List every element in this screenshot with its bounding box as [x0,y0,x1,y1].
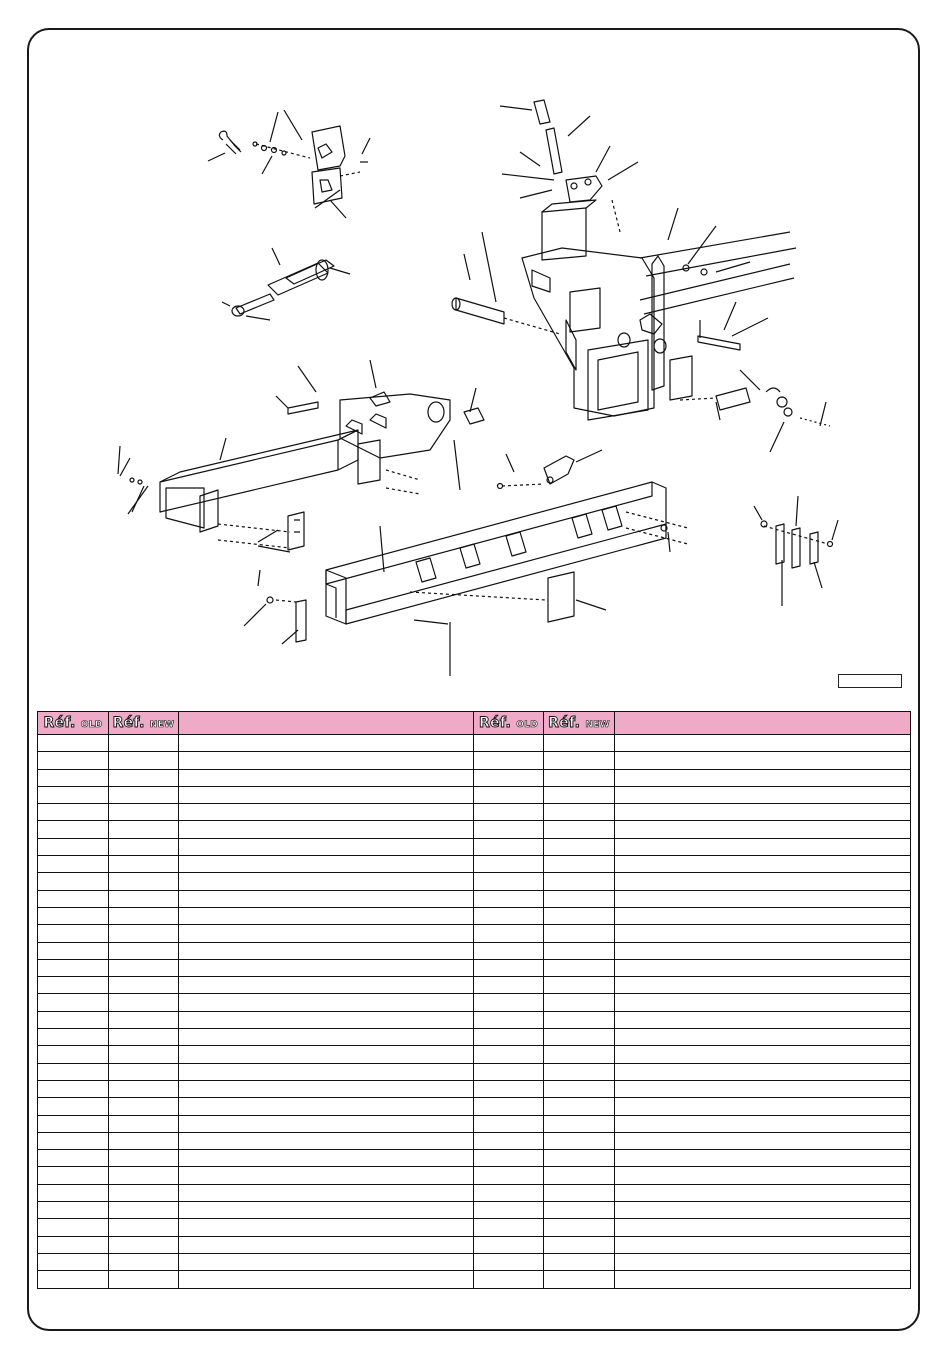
table-cell [179,1253,474,1270]
table-cell [615,1167,911,1184]
table-row [38,735,911,752]
table-cell [179,856,474,873]
table-cell [615,1253,911,1270]
exploded-parts-diagram [40,40,910,690]
table-cell [179,977,474,994]
table-cell [544,1063,615,1080]
table-cell [179,838,474,855]
table-cell [109,735,179,752]
table-cell [544,1202,615,1219]
table-cell [179,1080,474,1097]
table-cell [544,1132,615,1149]
table-row [38,1271,911,1288]
table-cell [109,890,179,907]
table-cell [38,1167,109,1184]
table-cell [179,1167,474,1184]
table-cell [474,838,544,855]
table-cell [615,942,911,959]
parts-table [37,711,911,1289]
table-cell [615,1202,911,1219]
table-cell [38,856,109,873]
table-cell [544,1184,615,1201]
ref-new-header-left: Réf. NEW [109,712,179,735]
table-cell [474,873,544,890]
small-bracket-set-part [754,496,838,606]
table-cell [615,769,911,786]
table-row [38,769,911,786]
table-cell [109,1271,179,1288]
table-cell [179,1271,474,1288]
table-cell [544,804,615,821]
table-cell [38,1202,109,1219]
table-cell [179,1046,474,1063]
table-cell [109,1132,179,1149]
table-cell [179,890,474,907]
table-cell [544,1011,615,1028]
table-cell [38,873,109,890]
table-cell [474,890,544,907]
table-cell [474,1253,544,1270]
table-cell [38,890,109,907]
table-cell [38,1011,109,1028]
table-cell [109,1236,179,1253]
table-cell [474,959,544,976]
table-cell [544,1098,615,1115]
table-cell [615,873,911,890]
table-row [38,1132,911,1149]
table-row [38,821,911,838]
table-cell [109,1253,179,1270]
table-cell [474,1080,544,1097]
table-cell [474,1202,544,1219]
table-cell [544,838,615,855]
table-cell [544,1029,615,1046]
table-cell [109,977,179,994]
table-cell [615,1132,911,1149]
table-cell [615,1115,911,1132]
table-cell [474,1150,544,1167]
table-cell [474,1271,544,1288]
table-cell [109,1029,179,1046]
table-cell [544,942,615,959]
table-row [38,959,911,976]
table-cell [544,1236,615,1253]
table-cell [179,1115,474,1132]
table-cell [615,994,911,1011]
table-cell [179,769,474,786]
table-cell [474,1063,544,1080]
table-cell [615,907,911,924]
table-cell [544,735,615,752]
table-cell [109,925,179,942]
table-cell [109,1184,179,1201]
table-row [38,907,911,924]
table-cell [179,1184,474,1201]
table-cell [38,769,109,786]
table-cell [109,769,179,786]
table-cell [38,1029,109,1046]
table-cell [615,1184,911,1201]
table-cell [38,1236,109,1253]
table-row [38,1167,911,1184]
table-cell [38,1080,109,1097]
table-cell [179,1132,474,1149]
table-cell [109,786,179,803]
table-cell [474,752,544,769]
table-cell [615,1029,911,1046]
reference-box [838,674,902,688]
table-cell [474,942,544,959]
table-cell [38,942,109,959]
table-cell [38,821,109,838]
table-cell [179,1236,474,1253]
table-cell [38,907,109,924]
table-cell [615,821,911,838]
table-cell [474,1011,544,1028]
table-cell [109,1150,179,1167]
table-cell [615,890,911,907]
table-cell [109,1098,179,1115]
table-row [38,890,911,907]
table-cell [544,786,615,803]
table-row [38,838,911,855]
table-cell [474,804,544,821]
table-cell [109,838,179,855]
table-cell [544,752,615,769]
table-cell [544,994,615,1011]
table-row [38,1029,911,1046]
latch-bracket-part [253,110,370,218]
table-cell [544,1150,615,1167]
table-cell [109,1046,179,1063]
table-cell [179,942,474,959]
table-cell [109,752,179,769]
table-row [38,1150,911,1167]
table-cell [38,838,109,855]
table-cell [474,1132,544,1149]
table-cell [109,804,179,821]
table-cell [109,873,179,890]
table-cell [38,1271,109,1288]
table-cell [179,873,474,890]
table-cell [474,769,544,786]
table-row [38,1011,911,1028]
table-cell [38,977,109,994]
table-cell [38,1046,109,1063]
table-cell [474,1219,544,1236]
table-cell [179,994,474,1011]
table-row [38,752,911,769]
table-cell [179,786,474,803]
table-cell [179,907,474,924]
table-cell [109,1202,179,1219]
table-cell [38,1184,109,1201]
table-cell [179,735,474,752]
table-cell [544,769,615,786]
table-cell [179,1063,474,1080]
table-cell [179,1029,474,1046]
table-cell [109,821,179,838]
table-cell [474,1115,544,1132]
ref-old-header-right: Réf. OLD [474,712,544,735]
table-cell [544,856,615,873]
table-cell [615,786,911,803]
table-row [38,994,911,1011]
table-cell [544,890,615,907]
table-cell [474,821,544,838]
table-row [38,1236,911,1253]
table-cell [544,977,615,994]
table-cell [615,752,911,769]
table-cell [179,1202,474,1219]
table-cell [474,907,544,924]
spring-hook-part [208,131,241,161]
table-cell [38,994,109,1011]
table-row [38,1046,911,1063]
table-cell [615,1046,911,1063]
main-arm-part [118,360,484,532]
table-cell [474,1029,544,1046]
table-cell [109,1219,179,1236]
table-row [38,786,911,803]
table-cell [474,994,544,1011]
table-cell [38,925,109,942]
table-cell [38,1150,109,1167]
valve-fitting-part [680,370,830,452]
table-cell [615,1011,911,1028]
table-cell [179,752,474,769]
table-row [38,1080,911,1097]
table-row [38,1184,911,1201]
table-row [38,1219,911,1236]
table-row [38,942,911,959]
table-cell [38,1115,109,1132]
lever-handle-part [500,100,638,232]
description-header-right [615,712,911,735]
headstock-frame-part [522,200,692,420]
table-cell [38,1098,109,1115]
ref-old-header-left: Réf. OLD [38,712,109,735]
table-cell [109,907,179,924]
table-cell [38,1063,109,1080]
table-cell [179,804,474,821]
table-row [38,1098,911,1115]
table-cell [615,959,911,976]
table-cell [544,821,615,838]
table-row [38,856,911,873]
ref-new-header-right: Réf. NEW [544,712,615,735]
table-cell [38,804,109,821]
table-cell [615,977,911,994]
table-cell [615,925,911,942]
table-cell [38,735,109,752]
table-cell [38,1132,109,1149]
table-cell [544,925,615,942]
table-cell [109,942,179,959]
pivot-pin-part [452,232,560,334]
table-cell [474,925,544,942]
table-cell [109,1167,179,1184]
hydraulic-cylinder-part [222,248,350,320]
table-cell [474,735,544,752]
table-cell [544,1253,615,1270]
table-cell [615,1219,911,1236]
table-cell [544,1219,615,1236]
table-cell [615,838,911,855]
table-row [38,1063,911,1080]
table-cell [544,959,615,976]
table-cell [38,752,109,769]
table-cell [544,1167,615,1184]
table-cell [179,1150,474,1167]
table-cell [474,977,544,994]
table-row [38,804,911,821]
table-cell [544,907,615,924]
table-cell [109,856,179,873]
table-row [38,1202,911,1219]
table-cell [544,1115,615,1132]
table-cell [474,1184,544,1201]
table-cell [474,786,544,803]
table-cell [109,1115,179,1132]
chassis-frame-part [244,450,688,676]
table-cell [615,735,911,752]
table-cell [474,1046,544,1063]
table-cell [38,1253,109,1270]
table-cell [615,1150,911,1167]
parts-table-header [38,712,911,735]
table-cell [615,1080,911,1097]
table-cell [109,994,179,1011]
table-cell [38,786,109,803]
table-cell [109,959,179,976]
table-cell [179,1098,474,1115]
table-cell [474,1236,544,1253]
table-cell [615,1063,911,1080]
table-cell [179,1011,474,1028]
table-row [38,1253,911,1270]
table-row [38,925,911,942]
table-cell [544,1271,615,1288]
table-cell [109,1080,179,1097]
table-cell [544,873,615,890]
table-cell [615,804,911,821]
table-row [38,873,911,890]
table-cell [474,1098,544,1115]
table-cell [544,1080,615,1097]
table-cell [474,856,544,873]
table-cell [615,1098,911,1115]
table-cell [615,1236,911,1253]
description-header-left [179,712,474,735]
table-cell [109,1063,179,1080]
table-cell [474,1167,544,1184]
table-cell [615,856,911,873]
table-cell [179,959,474,976]
table-cell [179,821,474,838]
table-cell [544,1046,615,1063]
table-cell [179,1219,474,1236]
table-cell [179,925,474,942]
table-cell [109,1011,179,1028]
table-row [38,1115,911,1132]
table-cell [38,959,109,976]
table-cell [615,1271,911,1288]
table-row [38,977,911,994]
table-cell [38,1219,109,1236]
clamp-plates-part [218,512,304,586]
